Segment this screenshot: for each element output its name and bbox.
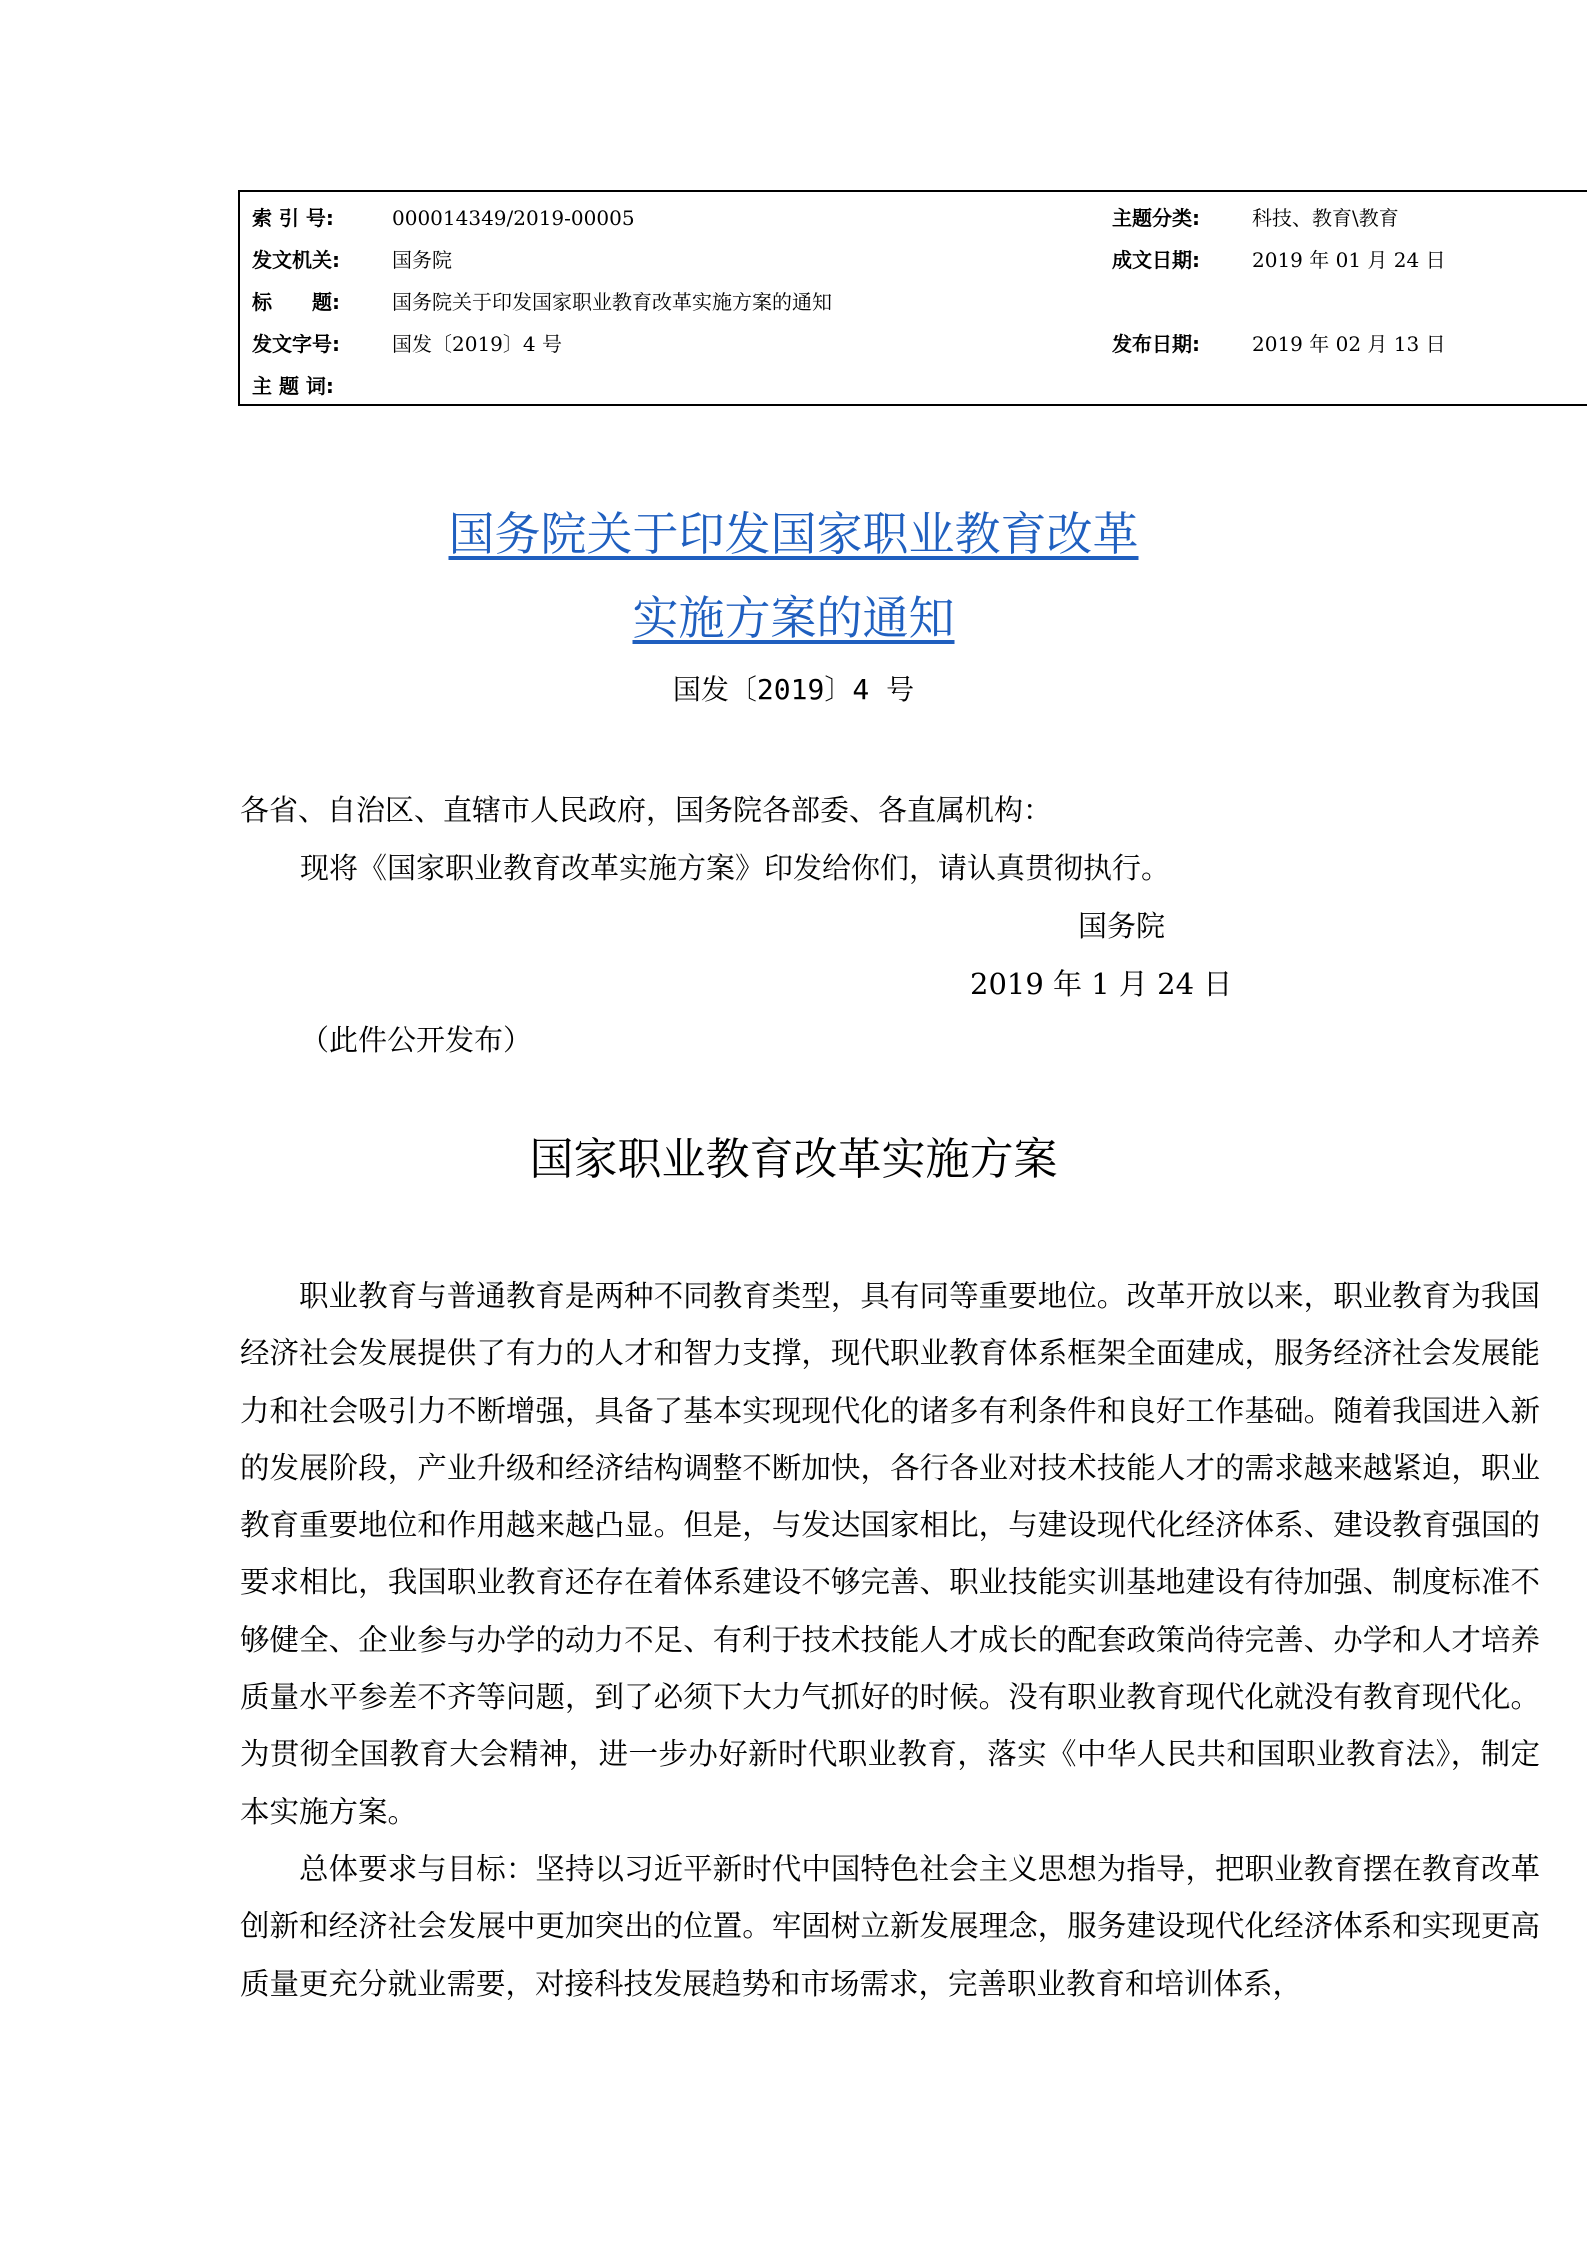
issuer-value: 国务院 [392,248,452,272]
doc-no-label: 发文字号: [252,332,340,356]
issuer-label: 发文机关: [252,248,340,272]
notice-title-line1[interactable]: 国务院关于印发国家职业教育改革 [448,507,1139,561]
notice-title-line2[interactable]: 实施方案的通知 [632,591,955,645]
doc-number: 国发〔2019〕4 号 [672,673,915,706]
written-date-label: 成文日期: [1112,248,1200,272]
plan-title: 国家职业教育改革实施方案 [529,1134,1058,1185]
notice-date: 2019 年 1 月 24 日 [970,967,1233,1001]
plan-body [240,1268,1540,2013]
keywords-label: 主 题 词: [252,374,334,398]
plan-paragraph-1: 职业教育与普通教育是两种不同教育类型，具有同等重要地位。改革开放以来，职业教育为我国经济社会发展提供了有力的人才和智力支撑，现代职业教育体系框架全面建成，服务经济社会发展能力和社会吸引力不断增强，具备了基本实现现代化的诸多有利条件和良好工作基础。随着我国进入新的发展阶段，产业升级和经济结构调整不断加快，各行各业对技术技能人才的需求越来越紧迫，职业教育重要地位和作用越来越凸显。但是，与发达国家相比，与建设现代化经济体系、建设教育强国的要求相比，我国职业教育还存在着体系建设不够完善、职业技能实训基地建设有待加强、制度标准不够健全、企业参与办学的动力不足、有利于技术技能人才成长的配套政策尚待完善、办学和人才培养质量水平参差不齐等问题，到了必须下大力气抓好的时候。没有职业教育现代化就没有教育现代化。为贯彻全国教育大会精神，进一步办好新时代职业教育，落实《中华人民共和国职业教育法》，制定本实施方案。 [240,1279,1540,1829]
category-value: 科技、教育\教育 [1252,206,1399,230]
index-label: 索 引 号: [252,206,334,230]
written-date-value: 2019 年 01 月 24 日 [1252,248,1446,272]
title-value: 国务院关于印发国家职业教育改革实施方案的通知 [392,290,832,314]
index-value: 000014349/2019-00005 [392,206,635,230]
category-label: 主题分类: [1112,206,1200,230]
metadata-table [238,190,1587,406]
plan-paragraph-2 [240,1841,1540,2013]
plan-paragraph-2-lead: 总体要求与目标： [299,1851,536,1886]
signer: 国务院 [1078,909,1166,943]
plan-paragraph-2-rest: 坚持以习近平新时代中国特色社会主义思想为指导，把职业教育摆在教育改革创新和经济社会发展中更加突出的位置。牢固树立新发展理念，服务建设现代化经济体系和实现更高质量更充分就业需要，对接科技发展趋势和市场需求，完善职业教育和培训体系， [240,1851,1540,2001]
publish-date-value: 2019 年 02 月 13 日 [1252,332,1446,356]
title-label: 标 题: [252,290,340,314]
publicity-note: （此件公开发布） [300,1023,533,1057]
recipients: 各省、自治区、直辖市人民政府，国务院各部委、各直属机构： [240,793,1053,827]
doc-no-value: 国发〔2019〕4 号 [392,332,562,356]
notice-body: 现将《国家职业教育改革实施方案》印发给你们，请认真贯彻执行。 [300,851,1171,885]
publish-date-label: 发布日期: [1112,332,1200,356]
